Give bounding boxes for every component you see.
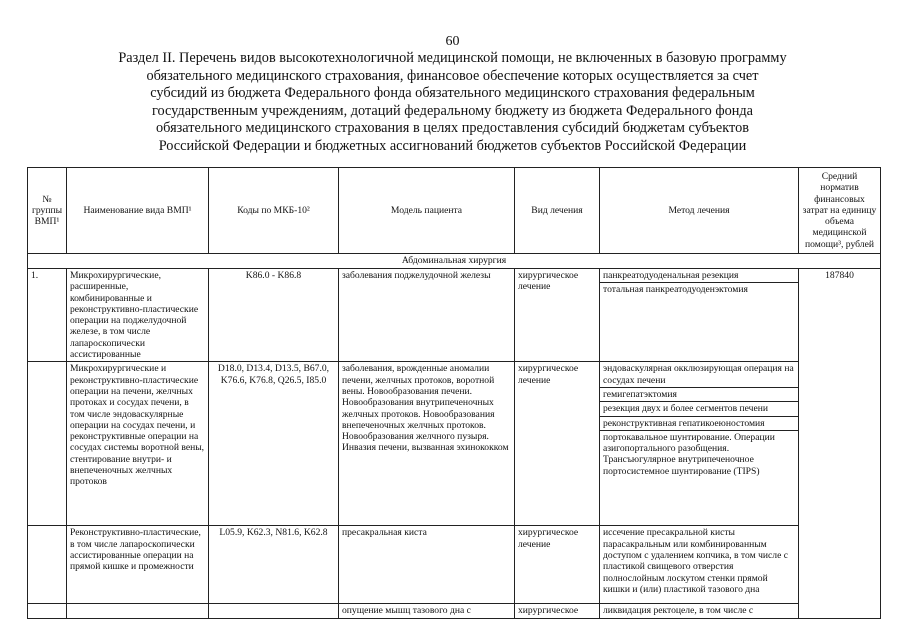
table-row: [28, 362, 881, 526]
icd-codes: K86.0 - K86.8: [209, 269, 339, 362]
header-treatment-type: Вид лечения: [515, 168, 600, 254]
method-item: портокавальное шунтирование. Операции азигопортального разобщения. Трансъюгулярное внутрипеченочное портосистемное шунтирование (TIPS): [603, 431, 775, 477]
section-label: Абдоминальная хирургия: [28, 254, 881, 269]
vmp-name: Реконструктивно-пластические, в том числе лапароскопически ассистированные операции на прямой кишке и промежности: [67, 526, 209, 604]
patient-model: заболевания поджелудочной железы: [339, 269, 515, 362]
group-number: 1.: [28, 269, 67, 362]
title-line: субсидий из бюджета Федерального фонда обязательного медицинского страхования федеральным: [150, 85, 755, 102]
icd-codes: L05.9, K62.3, N81.6, K62.8: [209, 526, 339, 604]
icd-codes: D18.0, D13.4, D13.5, B67.0, K76.6, K76.8, Q26.5, I85.0: [209, 362, 339, 526]
title-line: обязательного медицинского страхования, финансовое обеспечение которых осуществляется за счет: [146, 67, 759, 84]
title-line: обязательного медицинского страхования в целях предоставления субсидий бюджетам субъектов: [156, 120, 749, 137]
treatment-type: хирургическое: [515, 604, 600, 618]
patient-model: пресакральная киста: [339, 526, 515, 604]
title-line: Российской Федерации и бюджетных ассигнований бюджетов субъектов Российской Федерации: [158, 137, 747, 154]
method-item: реконструктивная гепатикоеюностомия: [600, 417, 798, 431]
header-group-no: № группы ВМП¹: [28, 168, 67, 254]
header-avg-cost: Средний норматив финансовых затрат на единицу объема медицинской помощи³, рублей: [799, 168, 881, 254]
header-patient-model: Модель пациента: [339, 168, 515, 254]
title-line: Раздел II. Перечень видов высокотехнологичной медицинской помощи, не включенных в базовую программу: [118, 50, 787, 66]
vmp-name: [67, 604, 209, 618]
patient-model: заболевания, врожденные аномалии печени, желчных протоков, воротной вены. Новообразования печени. Новообразования внутрипеченочных желчных протоков. Новообразования внепеченочных желчных протоков. Новообразования желчного пузыря. Инвазия печени, вызванная эхинококком: [339, 362, 515, 526]
page-number: 60: [445, 34, 460, 49]
group-number: [28, 526, 67, 604]
group-number: [28, 604, 67, 618]
vmp-table: [27, 167, 881, 619]
treatment-methods: [600, 362, 799, 526]
avg-cost: 187840: [799, 269, 881, 619]
table-row: [28, 526, 881, 604]
method-item: резекция двух и более сегментов печени: [600, 402, 798, 416]
treatment-methods: ликвидация ректоцеле, в том числе с: [600, 604, 799, 618]
treatment-type: хирургическое лечение: [515, 269, 600, 362]
vmp-name: Микрохирургические, расширенные, комбинированные и реконструктивно-пластические операции на поджелудочной железе, в том числе лапароскопически ассистированные: [67, 269, 209, 362]
icd-codes: [209, 604, 339, 618]
patient-model: опущение мышц тазового дна с: [339, 604, 515, 618]
group-number: [28, 362, 67, 526]
title-line: государственным учреждениям, дотаций федеральному бюджету из бюджета Федерального фонда: [152, 102, 753, 119]
header-treatment-method: Метод лечения: [600, 168, 799, 254]
header-icd-codes: Коды по МКБ-10²: [209, 168, 339, 254]
method-item: панкреатодуоденальная резекция: [600, 269, 798, 283]
treatment-type: хирургическое лечение: [515, 526, 600, 604]
header-row: [28, 168, 881, 254]
section-row: [28, 254, 881, 269]
treatment-methods: [600, 269, 799, 362]
method-item: гемигепатэктомия: [600, 388, 798, 402]
method-item: эндоваскулярная окклюзирующая операция на сосудах печени: [600, 362, 798, 388]
treatment-methods: [600, 526, 799, 604]
header-vmp-name: Наименование вида ВМП¹: [67, 168, 209, 254]
section-title: [60, 50, 845, 156]
vmp-name: Микрохирургические и реконструктивно-пластические операции на печени, желчных протоках и сосудах печени, в том числе эндоваскулярные операции на сосудах печени, и реконструктивные операции на сосудах системы воротной вены, стентирование внутри- и внепеченочных желчных протоков: [67, 362, 209, 526]
treatment-type: хирургическое лечение: [515, 362, 600, 526]
table-row: [28, 269, 881, 362]
table-row: [28, 604, 881, 618]
method-item: иссечение пресакральной кисты парасакральным или комбинированным доступом с удалением копчика, в том числе с пластикой свищевого отверстия полнослойным лоскутом стенки прямой кишки и (или) пластикой тазового дна: [603, 527, 789, 595]
method-item: тотальная панкреатодуоденэктомия: [603, 284, 748, 296]
